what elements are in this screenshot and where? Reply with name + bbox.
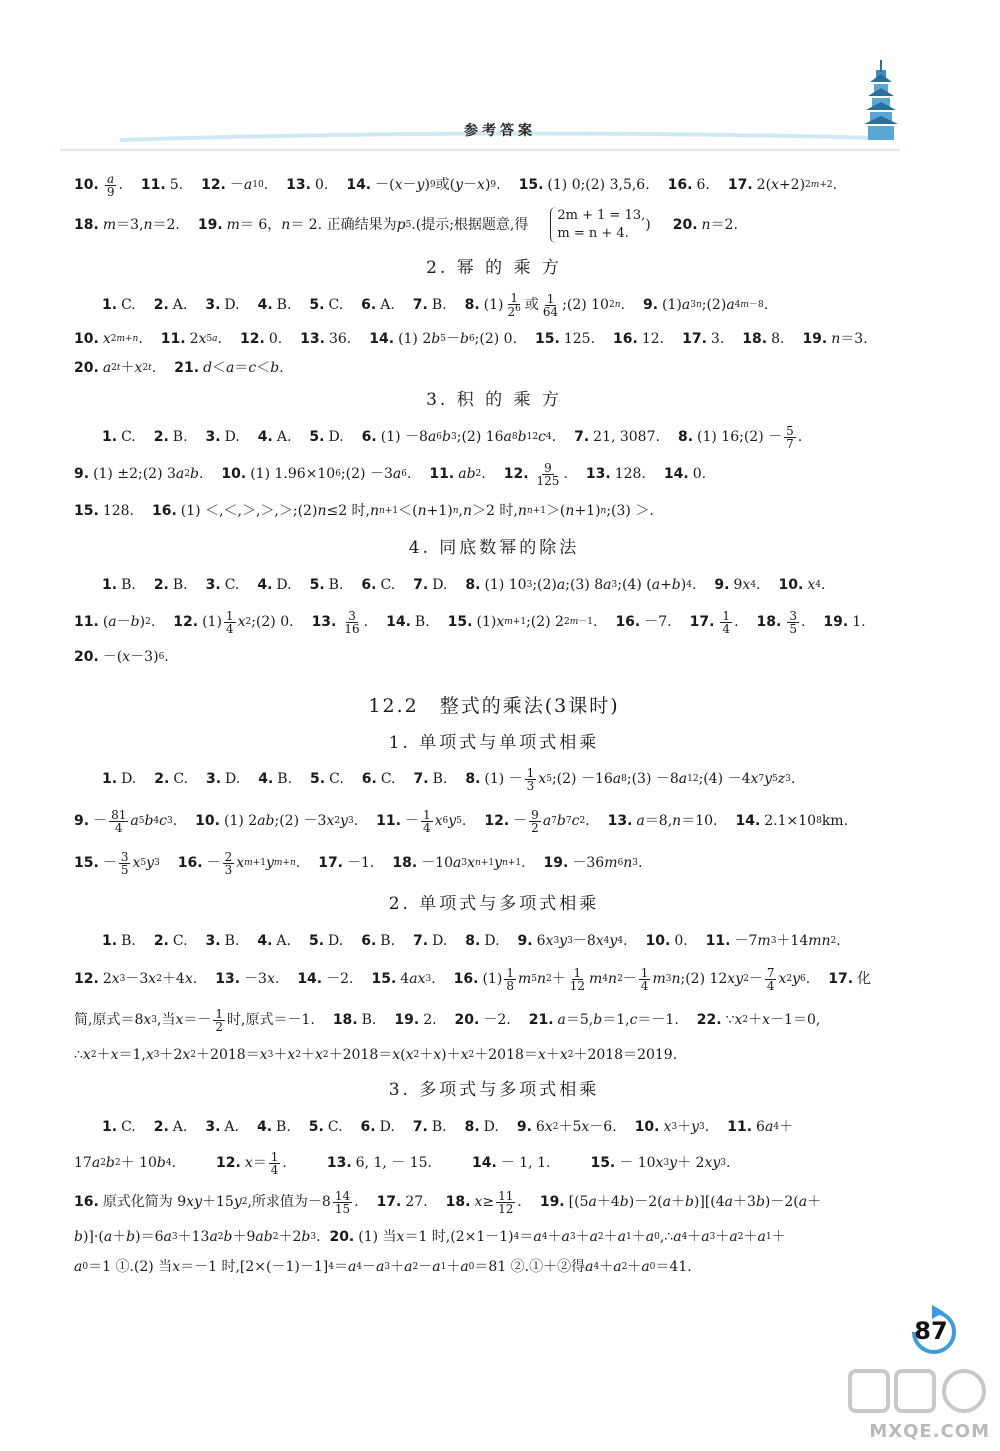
answer-line: 17 a 2 b 2 ＋ 10 b 4 . 12. x ＝ $\frac{1}{4}$ . 13. 6, 1, － 15. 14. － 1, 1. 15. － 10 x 3 y ＋ 2 xy 3 . [74, 1149, 731, 1177]
equation-system: 2m + 1 = 13, m = n + 4. ) [550, 207, 650, 243]
page-number: 87 [914, 1317, 948, 1345]
pagoda-icon [864, 60, 898, 140]
answer-line: 1. B. 2. B. 3. C. 4. D. 5. B. 6. C. 7. D. 8. (1) 10 3 ;(2) a ;(3) 8 a 3 ;(4) ( a + b ) 4 . 9. 9 x 4 . 10. x 4 . [102, 577, 826, 593]
answer-line: 16. 原式化简为 9 xy ＋15 y 2 ,所求值为－8 $\frac{14}{15}$ . 17. 27. 18. x ≥ $\frac{11}{12}$ . 19. [(5 a ＋4 b )－2( a ＋ b )][(4 a ＋3 b )－2( a ＋ [74, 1188, 822, 1216]
section-title: 4. 同底数幂的除法 [408, 537, 580, 558]
section-title: 2. 单项式与多项式相乘 [388, 893, 600, 914]
answer-line: 1. C. 2. B. 3. D. 4. A. 5. D. 6. (1) －8 a 6 b 3 ;(2) 16 a 8 b 12 c 4 . 7. 21, 3087. 8. (1) 16;(2) － $\frac{5}{7}$ . [102, 423, 803, 451]
chapter-title: 12.2 整式的乘法(3课时) [368, 694, 620, 717]
answer-line: 20. －( x －3) 6 . [74, 649, 169, 665]
answer-line: 简,原式＝8 x 3 ,当 x ＝－ $\frac{1}{2}$ 时,原式＝－1. 18. B. 19. 2. 20. －2. 21. a ＝5, b ＝1, c ＝－1. 22. ∵ x 2 ＋ x －1＝0, [74, 1006, 821, 1034]
section-title: 1. 单项式与单项式相乘 [388, 732, 600, 753]
watermark [810, 1365, 990, 1445]
equation-row: m = n + 4. [557, 226, 629, 241]
answer-line: 9. － $\frac{81}{4}$ a 5 b 4 c 3 . 10. (1) 2 ab ;(2) －3 x 2 y 3 . 11. － $\frac{1}{4}$ x 6 y 5 . 12. － $\frac{9}{2}$ a 7 b 7 c 2 . 13. a ＝8, n ＝10. 14. 2.1×10 8 km. [74, 807, 849, 835]
answer-line: 1. B. 2. C. 3. B. 4. A. 5. D. 6. B. 7. D. 8. D. 9. 6 x 3 y 3 －8 x 4 y 4 . 10. 0. 11. －7 m 3 ＋14 mn 2 . [102, 933, 841, 949]
answer-line: 1. C. 2. A. 3. D. 4. B. 5. C. 6. A. 7. B. 8. (1) $\frac{1}{2^6}$ 或 $\frac{1}{64}$ ;(2) 10 2n . 9. (1) a 3n ;(2) a 4m－8 . [102, 291, 769, 319]
answer-line: 18. m ＝3, n ＝2. 19. m ＝ 6， n ＝ 2. 正确结果为 p 5 .(提示;根据题意,得 2m + 1 = 13, m = n + 4. ) 20. n ＝2. [74, 208, 738, 241]
page-header [0, 0, 1000, 160]
answer-line: ∴ x 2 ＋ x ＝1, x 3 ＋2 x 2 ＋2018＝ x 3 ＋ x 2 ＋ x 2 ＋2018＝ x ( x 2 ＋ x )＋ x 2 ＋2018＝ x ＋ x 2 ＋2018＝2019. [74, 1047, 678, 1063]
section-title: 2. 幂 的 乘 方 [426, 257, 562, 278]
answer-line: 10. x 2m+n . 11. 2 x 5a . 12. 0. 13. 36. 14. (1) 2 b 5 － b 6 ;(2) 0. 15. 125. 16. 12. 17. 3. 18. 8. 19. n ＝3. [74, 331, 868, 347]
answer-line: 20. a 2t ＋ x 2t . 21. d ＜ a ＝ c ＜ b . [74, 360, 284, 376]
watermark-logo-icon [810, 1365, 990, 1425]
answer-line: 9. (1) ±2;(2) 3 a 2 b . 10. (1) 1.96×10 6 ;(2) －3 a 6 . 11. ab 2 . 12. $\frac{9}{125}$ . 13. 128. 14. 0. [74, 460, 707, 488]
answer-line: b )]·( a ＋ b )＝6 a 3 ＋13 a 2 b ＋9 ab 2 ＋2 b 3 . 20. (1) 当 x ＝1 时,(2×1－1) 4 ＝ a 4 ＋ a 3 ＋ a 2 ＋ a 1 ＋ a 0 ,∴ a 4 ＋ a 3 ＋ a 2 ＋ a 1 ＋ [74, 1229, 786, 1245]
answer-line: 1. C. 2. A. 3. A. 4. B. 5. C. 6. D. 7. B. 8. D. 9. 6 x 2 ＋5 x －6. 10. x 3 ＋ y 3 . 11. 6 a 4 ＋ [102, 1119, 794, 1135]
answer-line: a 0 ＝1 ①.(2) 当 x ＝－1 时,[2×(－1)－1] 4 ＝ a 4 － a 3 ＋ a 2 － a 1 ＋ a 0 ＝81 ②.①＋②得 a 4 ＋ a 2 ＋ a 0 ＝41. [74, 1259, 692, 1275]
answer-line: 15. 128. 16. (1) ＜,＜,＞,＞,＞;(2) n ≤2 时, n n+1 ＜( n +1) n , n ＞2 时, n n+1 ＞( n +1) n ;(3) ＞. [74, 503, 654, 519]
header-title: 参考答案 [464, 123, 536, 139]
watermark-text: MXQE.COM [869, 1421, 990, 1442]
answer-line: 1. D. 2. C. 3. D. 4. B. 5. C. 6. C. 7. B. 8. (1) － $\frac{1}{3}$ x 5 ;(2) －16 a 8 ;(3) －8 a 12 ;(4) －4 x 7 y 5 z 3 . [102, 765, 796, 793]
answer-content [74, 168, 914, 1282]
page-number-badge [904, 1302, 964, 1362]
answer-line: 10. $\frac{a}{9}$ . 11. 5. 12. － a 10 . 13. 0. 14. －( x － y ) 9 或( y － x ) 9 . 15. (1) 0;(2) 3,5,6. 16. 6. 17. 2( x +2) 2m+2 . [74, 171, 838, 199]
answer-line: 15. － $\frac{3}{5}$ x 5 y 3 16. － $\frac{2}{3}$ x m+1 y m+n . 17. －1. 18. －10 a 3 x n+1 y n+1 . 19. －36 m 6 n 3 . [74, 849, 643, 877]
section-title: 3. 积 的 乘 方 [426, 389, 562, 410]
equation-row: 2m + 1 = 13, [557, 208, 646, 223]
answer-line: 11. ( a － b ) 2 . 12. (1) $\frac{1}{4}$ x 2 ;(2) 0. 13. $\frac{3}{16}$ . 14. B. 15. (1) x m+1 ;(2) 2 2m－1 . 16. －7. 17. $\frac{1}{4}$ . 18. $\frac{3}{5}$ . 19. 1. [74, 608, 866, 636]
answer-line: 12. 2 x 3 －3 x 2 ＋4 x . 13. －3 x . 14. －2. 15. 4 ax 3 . 16. (1) $\frac{1}{8}$ m 5 n 2 ＋ $\frac{1}{12}$ m 4 n 2 － $\frac{1}{4}$ m 3 n ;(2) 12 xy 2 － $\frac{7}{4}$ x 2 y 6 . 17. 化 [74, 965, 872, 993]
section-title: 3. 多项式与多项式相乘 [388, 1079, 600, 1100]
